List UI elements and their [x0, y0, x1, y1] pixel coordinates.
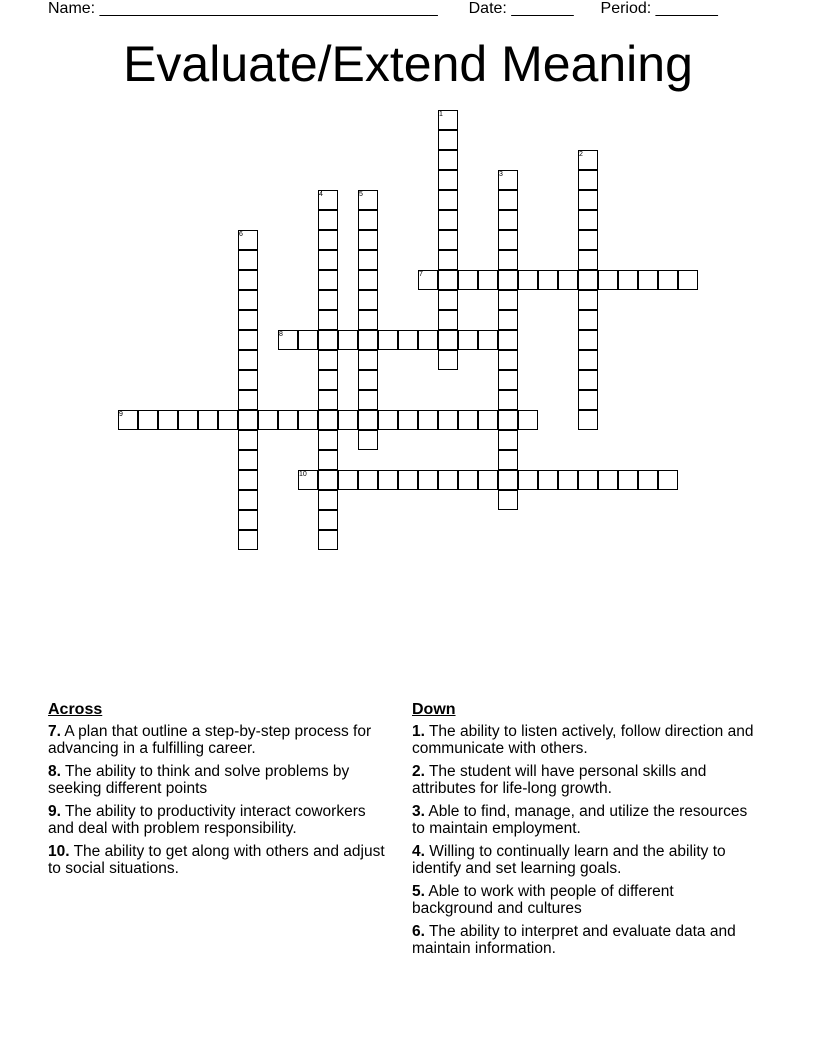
clue-text: Willing to continually learn and the ability to identify and set learning goals. — [412, 843, 726, 877]
crossword-cell[interactable] — [578, 310, 598, 330]
period-field[interactable]: Period: _______ — [600, 0, 718, 17]
clue-number-label: 5 — [359, 191, 363, 198]
crossword-cell[interactable] — [458, 330, 478, 350]
clue-text: Able to work with people of different background and cultures — [412, 883, 674, 917]
crossword-cell[interactable] — [678, 270, 698, 290]
crossword-cell[interactable] — [238, 450, 258, 470]
crossword-cell[interactable] — [158, 410, 178, 430]
clue-number: 5. — [412, 883, 425, 900]
crossword-cell[interactable] — [618, 270, 638, 290]
crossword-cell[interactable] — [438, 410, 458, 430]
crossword-cell[interactable] — [578, 410, 598, 430]
crossword-cell[interactable] — [318, 390, 338, 410]
clue-number: 10. — [48, 843, 70, 860]
clue-across-8 — [48, 763, 388, 797]
crossword-cell[interactable] — [198, 410, 218, 430]
clue-down-6 — [412, 923, 757, 957]
crossword-cell[interactable] — [298, 410, 318, 430]
clue-text: The ability to productivity interact coworkers and deal with problem responsibility. — [48, 803, 366, 837]
crossword-cell[interactable] — [318, 490, 338, 510]
crossword-cell[interactable] — [498, 390, 518, 410]
crossword-cell[interactable] — [318, 350, 338, 370]
crossword-cell[interactable] — [318, 370, 338, 390]
crossword-cell[interactable] — [138, 410, 158, 430]
crossword-cell[interactable] — [558, 470, 578, 490]
crossword-cell[interactable] — [578, 250, 598, 270]
crossword-cell[interactable] — [398, 330, 418, 350]
crossword-cell[interactable] — [358, 250, 378, 270]
clue-number-label: 3 — [499, 171, 503, 178]
crossword-cell[interactable] — [478, 330, 498, 350]
crossword-cell[interactable] — [358, 210, 378, 230]
crossword-cell[interactable] — [518, 470, 538, 490]
clue-across-7 — [48, 723, 388, 757]
crossword-cell[interactable] — [498, 210, 518, 230]
crossword-cell[interactable] — [478, 270, 498, 290]
crossword-cell[interactable] — [598, 270, 618, 290]
crossword-cell[interactable] — [458, 410, 478, 430]
crossword-cell[interactable] — [498, 350, 518, 370]
crossword-cell[interactable] — [318, 270, 338, 290]
date-field[interactable]: Date: _______ — [468, 0, 574, 17]
crossword-cell[interactable] — [358, 370, 378, 390]
crossword-cell[interactable] — [518, 410, 538, 430]
clue-down-4 — [412, 843, 757, 877]
clue-across-9 — [48, 803, 388, 837]
clue-number-label: 8 — [279, 331, 283, 338]
crossword-cell[interactable] — [238, 490, 258, 510]
crossword-cell[interactable] — [338, 470, 358, 490]
clue-number-label: 6 — [239, 231, 243, 238]
crossword-cell[interactable] — [318, 470, 338, 490]
crossword-cell[interactable] — [358, 410, 378, 430]
crossword-cell[interactable] — [238, 350, 258, 370]
crossword-cell[interactable] — [358, 290, 378, 310]
crossword-cell[interactable] — [518, 270, 538, 290]
crossword-cell[interactable] — [438, 210, 458, 230]
crossword-cell[interactable] — [438, 470, 458, 490]
crossword-cell[interactable] — [178, 410, 198, 430]
crossword-cell[interactable] — [238, 390, 258, 410]
crossword-cell[interactable] — [438, 270, 458, 290]
clue-number: 8. — [48, 763, 61, 780]
clue-number: 3. — [412, 803, 425, 820]
clue-text: The ability to get along with others and adjust to social situations. — [48, 843, 385, 877]
crossword-cell[interactable] — [318, 310, 338, 330]
crossword-cell[interactable] — [498, 430, 518, 450]
crossword-cell[interactable] — [238, 250, 258, 270]
crossword-cell[interactable] — [438, 310, 458, 330]
crossword-cell[interactable] — [398, 470, 418, 490]
crossword-cell[interactable] — [238, 530, 258, 550]
crossword-cell[interactable] — [238, 330, 258, 350]
crossword-cell[interactable] — [578, 470, 598, 490]
crossword-cell[interactable] — [358, 330, 378, 350]
crossword-cell[interactable] — [558, 270, 578, 290]
clue-text: The ability to think and solve problems by seeking different points — [48, 763, 350, 797]
clue-number-label: 4 — [319, 191, 323, 198]
crossword-cell[interactable] — [238, 290, 258, 310]
clue-across-10 — [48, 843, 388, 877]
crossword-cell[interactable] — [498, 470, 518, 490]
crossword-cell[interactable] — [438, 190, 458, 210]
crossword-cell[interactable] — [418, 330, 438, 350]
crossword-cell[interactable] — [498, 190, 518, 210]
clue-number-label: 2 — [579, 151, 583, 158]
page-title: Evaluate/Extend Meaning — [123, 36, 693, 92]
crossword-cell[interactable] — [318, 250, 338, 270]
across-clues — [48, 701, 388, 883]
crossword-cell[interactable] — [238, 470, 258, 490]
crossword-cell[interactable] — [438, 330, 458, 350]
crossword-cell[interactable] — [578, 210, 598, 230]
crossword-cell[interactable] — [358, 310, 378, 330]
clue-text: Able to find, manage, and utilize the resources to maintain employment. — [412, 803, 748, 837]
crossword-cell[interactable] — [238, 510, 258, 530]
crossword-cell[interactable] — [538, 470, 558, 490]
clue-down-3 — [412, 803, 757, 837]
crossword-cell[interactable] — [358, 350, 378, 370]
crossword-cell[interactable] — [378, 410, 398, 430]
crossword-cell[interactable] — [318, 230, 338, 250]
crossword-cell[interactable] — [238, 410, 258, 430]
crossword-cell[interactable] — [438, 350, 458, 370]
crossword-cell[interactable] — [318, 410, 338, 430]
down-clues — [412, 701, 757, 963]
crossword-cell[interactable] — [578, 190, 598, 210]
crossword-cell[interactable] — [318, 290, 338, 310]
crossword-cell[interactable] — [278, 410, 298, 430]
crossword-cell[interactable] — [238, 310, 258, 330]
crossword-cell[interactable] — [498, 450, 518, 470]
clue-number: 2. — [412, 763, 425, 780]
clue-number: 4. — [412, 843, 425, 860]
crossword-cell[interactable] — [318, 510, 338, 530]
crossword-cell[interactable] — [418, 470, 438, 490]
crossword-cell[interactable] — [238, 370, 258, 390]
crossword-cell[interactable] — [458, 470, 478, 490]
crossword-cell[interactable] — [438, 290, 458, 310]
crossword-cell[interactable] — [578, 230, 598, 250]
clue-number: 1. — [412, 723, 425, 740]
crossword-cell[interactable] — [498, 370, 518, 390]
crossword-cell[interactable] — [498, 250, 518, 270]
crossword-cell[interactable] — [358, 470, 378, 490]
crossword-cell[interactable] — [598, 470, 618, 490]
crossword-cell[interactable] — [298, 330, 318, 350]
crossword-cell[interactable] — [638, 270, 658, 290]
clue-text: The ability to interpret and evaluate data and maintain information. — [412, 923, 736, 957]
clue-text: The student will have personal skills and attributes for life-long growth. — [412, 763, 707, 797]
clue-number-label: 1 — [439, 111, 443, 118]
crossword-cell[interactable] — [498, 290, 518, 310]
crossword-cell[interactable] — [578, 330, 598, 350]
crossword-cell[interactable] — [578, 270, 598, 290]
down-heading: Down — [412, 701, 456, 718]
crossword-cell[interactable] — [458, 270, 478, 290]
crossword-cell[interactable] — [438, 230, 458, 250]
clue-text: The ability to listen actively, follow direction and communicate with others. — [412, 723, 754, 757]
crossword-cell[interactable] — [578, 290, 598, 310]
crossword-cell[interactable] — [238, 430, 258, 450]
name-field[interactable]: Name: ______________________________________ — [48, 0, 438, 17]
crossword-cell[interactable] — [498, 230, 518, 250]
crossword-cell[interactable] — [498, 410, 518, 430]
crossword-cell[interactable] — [398, 410, 418, 430]
crossword-cell[interactable] — [358, 390, 378, 410]
crossword-cell[interactable] — [318, 430, 338, 450]
crossword-cell[interactable] — [578, 370, 598, 390]
crossword-cell[interactable] — [358, 230, 378, 250]
crossword-cell[interactable] — [358, 430, 378, 450]
clue-text: A plan that outline a step-by-step process for advancing in a fulfilling career. — [48, 723, 372, 757]
clue-number: 9. — [48, 803, 61, 820]
crossword-cell[interactable] — [418, 410, 438, 430]
crossword-cell[interactable] — [378, 470, 398, 490]
clue-down-2 — [412, 763, 757, 797]
crossword-cell[interactable] — [578, 350, 598, 370]
clue-number-label: 9 — [119, 411, 123, 418]
clue-number: 6. — [412, 923, 425, 940]
clue-number: 7. — [48, 723, 61, 740]
crossword-cell[interactable] — [238, 270, 258, 290]
crossword-cell[interactable] — [318, 450, 338, 470]
crossword-cell[interactable] — [318, 530, 338, 550]
crossword-cell[interactable] — [438, 170, 458, 190]
crossword-cell[interactable] — [438, 130, 458, 150]
crossword-cell[interactable] — [638, 470, 658, 490]
crossword-cell[interactable] — [538, 270, 558, 290]
crossword-cell[interactable] — [438, 150, 458, 170]
crossword-cell[interactable] — [338, 410, 358, 430]
crossword-cell[interactable] — [658, 470, 678, 490]
crossword-cell[interactable] — [338, 330, 358, 350]
crossword-cell[interactable] — [358, 270, 378, 290]
crossword-cell[interactable] — [498, 330, 518, 350]
crossword-cell[interactable] — [318, 330, 338, 350]
crossword-cell[interactable] — [578, 390, 598, 410]
clue-number-label: 7 — [419, 271, 423, 278]
crossword-cell[interactable] — [478, 410, 498, 430]
clue-number-label: 10 — [299, 471, 307, 478]
crossword-cell[interactable] — [498, 490, 518, 510]
crossword-cell[interactable] — [498, 310, 518, 330]
across-heading: Across — [48, 701, 103, 718]
crossword-cell[interactable] — [218, 410, 238, 430]
crossword-cell[interactable] — [438, 250, 458, 270]
crossword-cell[interactable] — [618, 470, 638, 490]
crossword-cell[interactable] — [378, 330, 398, 350]
crossword-cell[interactable] — [258, 410, 278, 430]
crossword-cell[interactable] — [318, 210, 338, 230]
crossword-cell[interactable] — [578, 170, 598, 190]
clue-down-5 — [412, 883, 757, 917]
crossword-cell[interactable] — [658, 270, 678, 290]
crossword-cell[interactable] — [478, 470, 498, 490]
clue-down-1 — [412, 723, 757, 757]
crossword-cell[interactable] — [498, 270, 518, 290]
